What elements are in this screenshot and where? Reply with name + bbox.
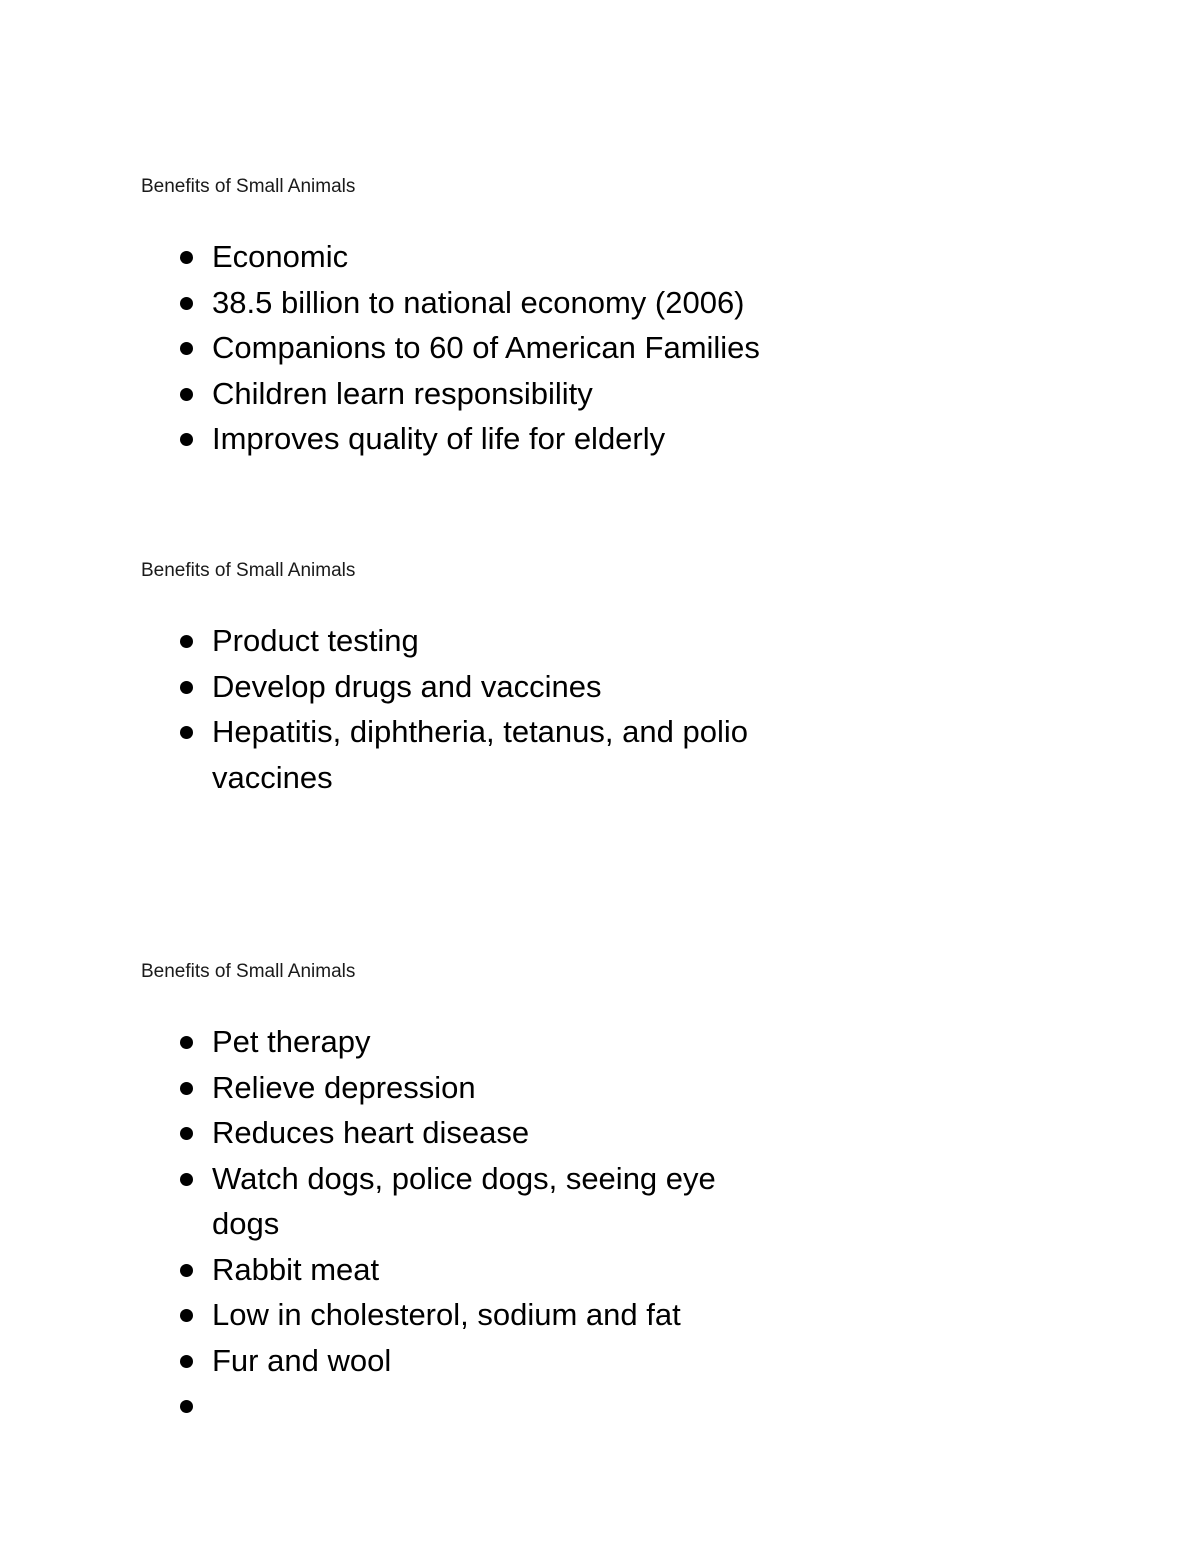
list-item-text: Pet therapy <box>212 1024 371 1059</box>
bullet-icon <box>180 433 193 446</box>
list-item <box>0 1247 760 1293</box>
list-item <box>0 1110 760 1156</box>
bullet-icon <box>180 297 193 310</box>
bullet-icon <box>180 1127 193 1140</box>
list-item-text: Relieve depression <box>212 1069 476 1105</box>
bullet-icon <box>180 251 193 264</box>
section-heading: Benefits of Small Animals <box>141 961 356 982</box>
list-item-text: Children learn responsibility <box>212 375 593 411</box>
list-item <box>0 618 760 664</box>
list-item-text: Rabbit meat <box>212 1251 380 1287</box>
list-item <box>0 1065 760 1111</box>
bullet-icon <box>180 342 193 355</box>
section-heading: Benefits of Small Animals <box>141 560 356 581</box>
list-item <box>0 1156 760 1247</box>
bullet-list <box>0 1019 760 1429</box>
list-item-text: Companions to 60 of American Families <box>212 330 760 365</box>
list-item-text: Reduces heart disease <box>212 1115 530 1150</box>
bullet-icon <box>180 388 193 401</box>
bullet-list <box>0 234 760 462</box>
list-item-text: Fur and wool <box>212 1342 392 1378</box>
list-item <box>0 1292 760 1338</box>
bullet-icon <box>180 1082 193 1095</box>
list-item-text: Develop drugs and vaccines <box>212 668 602 704</box>
list-item <box>0 1338 760 1384</box>
list-item <box>0 234 760 280</box>
list-item <box>0 1019 760 1065</box>
section-heading: Benefits of Small Animals <box>141 176 356 197</box>
list-item-text: Economic <box>212 239 349 274</box>
list-item <box>0 416 760 462</box>
list-item-text: Watch dogs, police dogs, seeing eye dogs <box>212 1160 716 1241</box>
list-item <box>0 664 760 710</box>
list-item-text: Improves quality of life for elderly <box>212 421 666 456</box>
bullet-icon <box>180 1400 193 1413</box>
list-item-text: Product testing <box>212 623 419 658</box>
list-item <box>0 280 760 326</box>
list-item <box>0 709 760 800</box>
bullet-icon <box>180 635 193 648</box>
bullet-icon <box>180 1036 193 1049</box>
bullet-icon <box>180 1355 193 1368</box>
bullet-icon <box>180 726 193 739</box>
bullet-icon <box>180 1173 193 1186</box>
list-item-text: Hepatitis, diphtheria, tetanus, and polio vaccines <box>212 714 748 795</box>
list-item <box>0 1383 760 1429</box>
bullet-icon <box>180 681 193 694</box>
list-item-text: Low in cholesterol, sodium and fat <box>212 1297 681 1332</box>
list-item <box>0 325 760 371</box>
list-item <box>0 371 760 417</box>
bullet-list <box>0 618 760 800</box>
bullet-icon <box>180 1309 193 1322</box>
list-item-text: 38.5 billion to national economy (2006) <box>212 284 745 320</box>
bullet-icon <box>180 1264 193 1277</box>
